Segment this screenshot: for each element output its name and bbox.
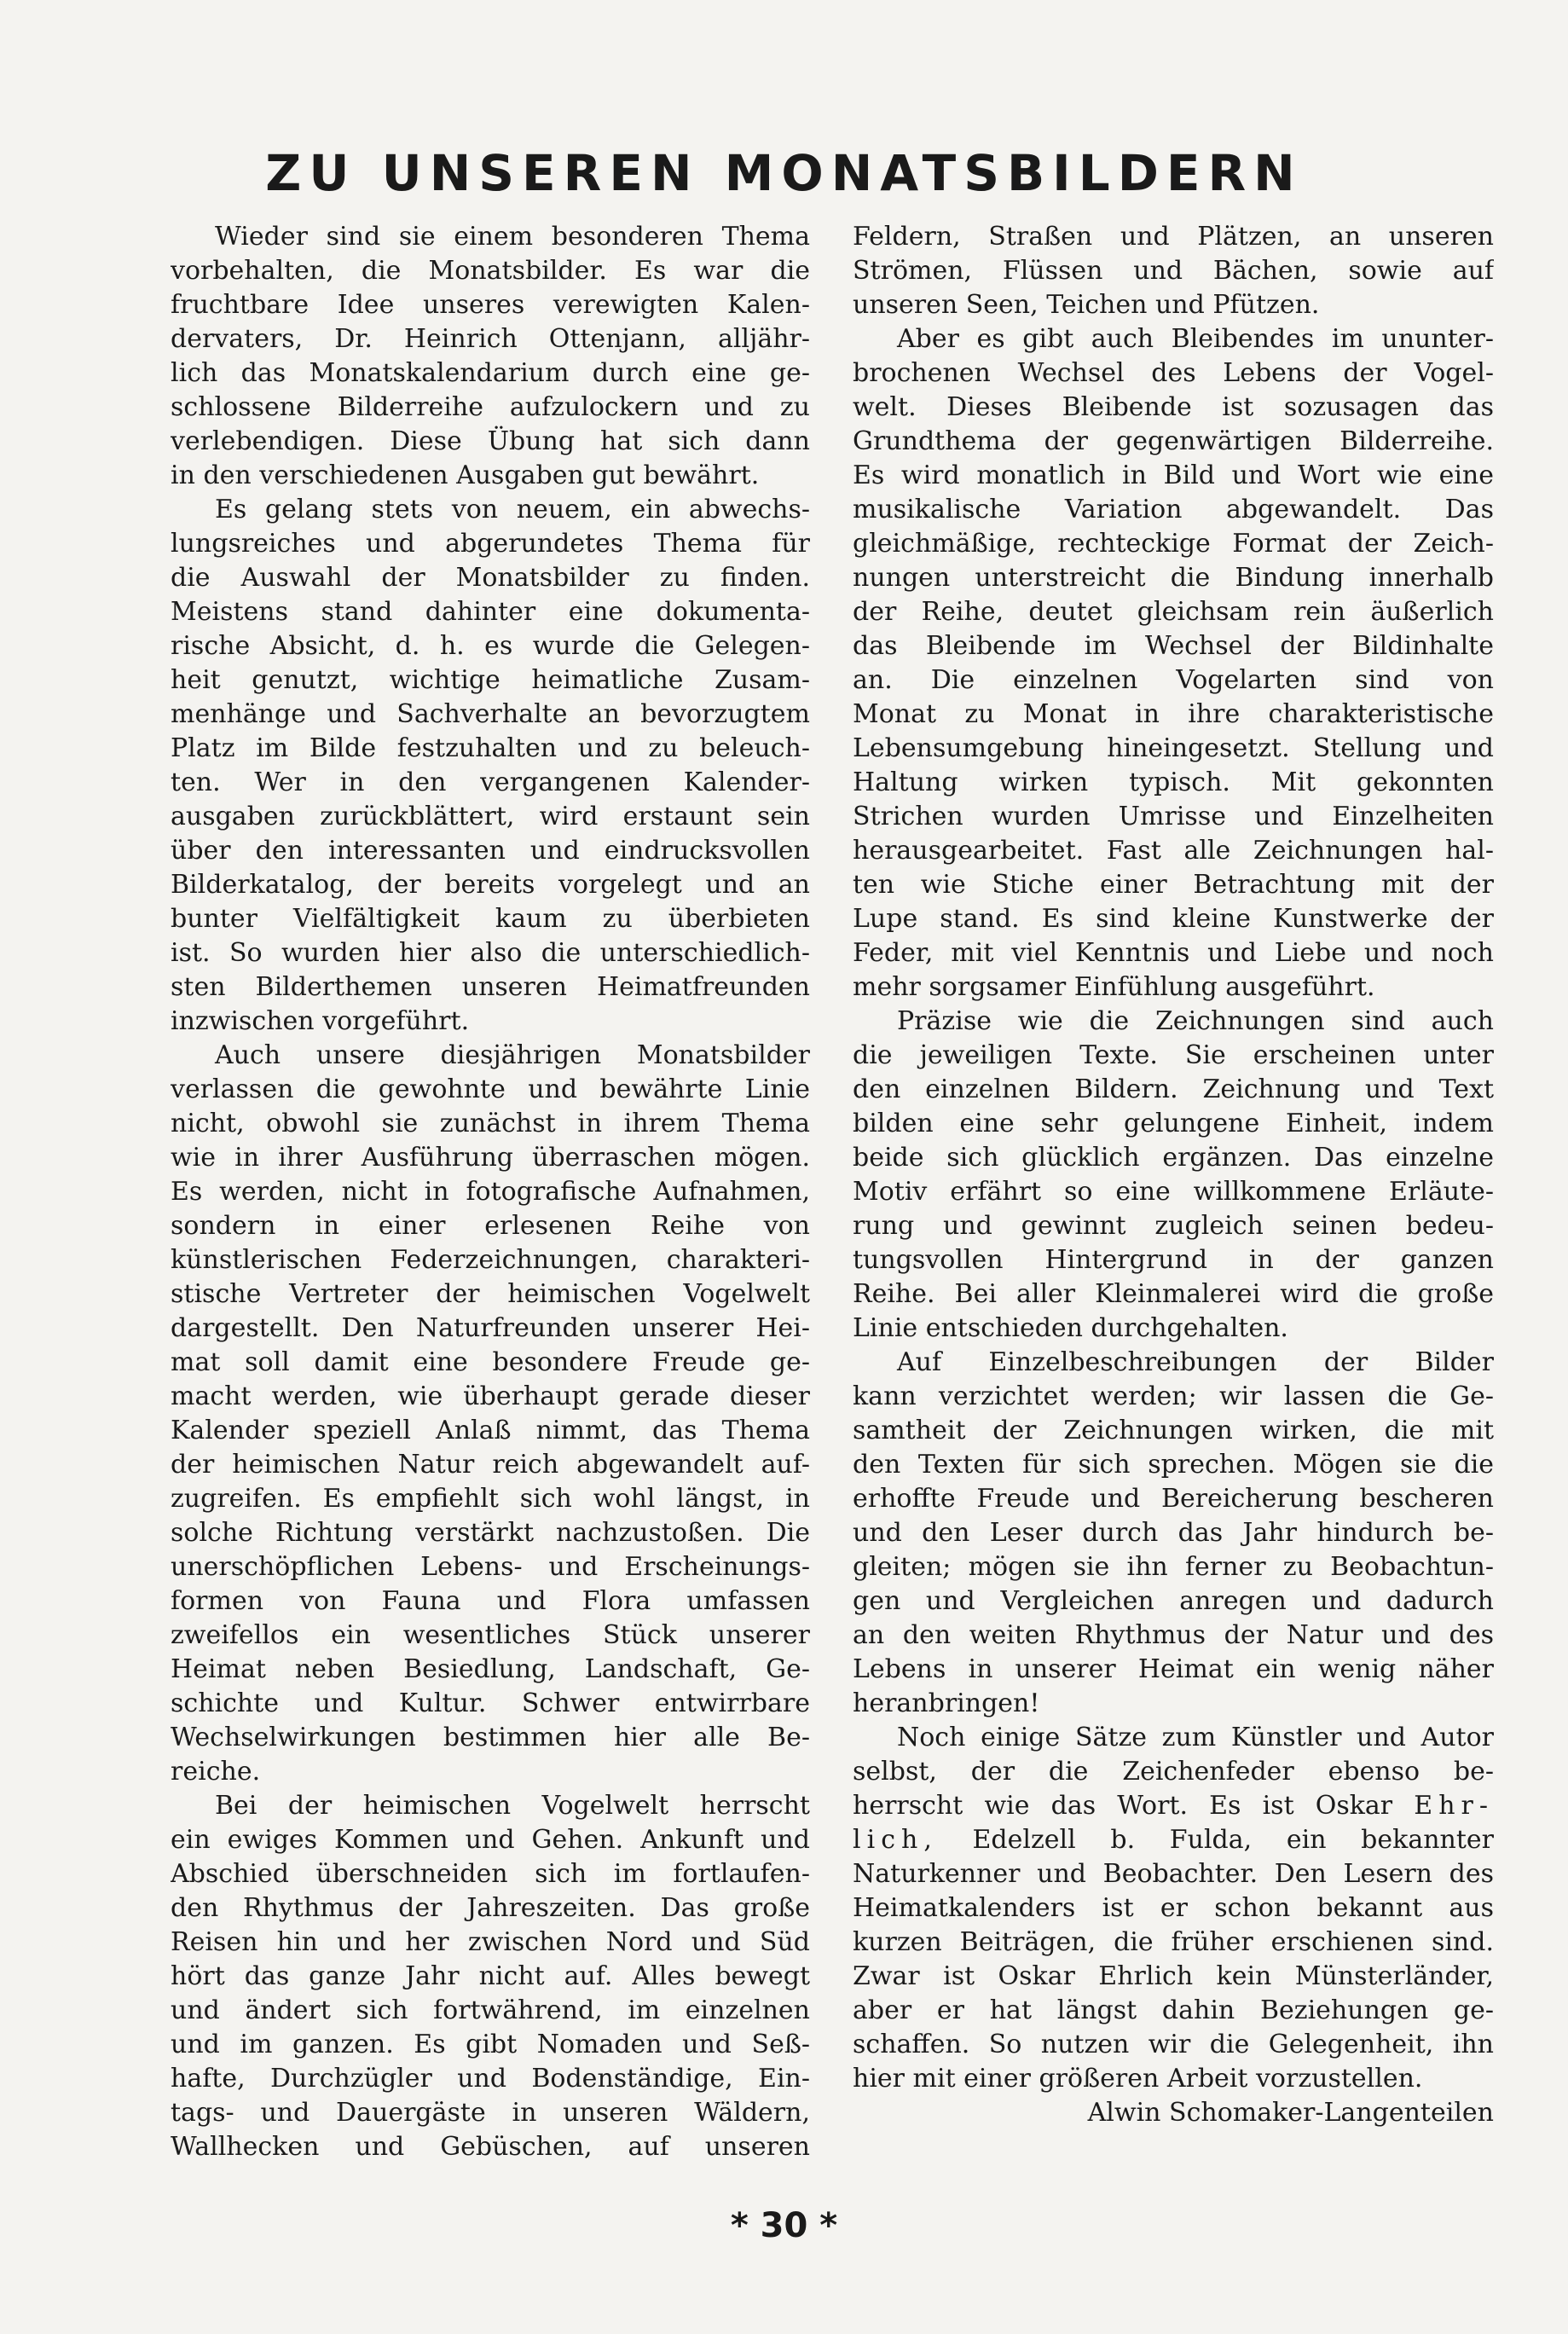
text-line: gleichmäßige, rechteckige Format der Zeich- <box>853 529 1494 559</box>
text-line: Grundthema der gegenwärtigen Bilderreihe. <box>853 426 1494 456</box>
text-line: und den Leser durch das Jahr hindurch be- <box>853 1518 1494 1548</box>
text-line: formen von Fauna und Flora umfassen <box>171 1586 810 1616</box>
text-line: Bei der heimischen Vogelwelt herrscht <box>215 1791 810 1821</box>
text-line: und im ganzen. Es gibt Nomaden und Seß- <box>171 2030 810 2059</box>
text-line: nungen unterstreicht die Bindung innerhalb <box>853 563 1494 593</box>
text-line: Es gelang stets von neuem, ein abwechs- <box>215 495 810 524</box>
text-line: künstlerischen Federzeichnungen, charakteri- <box>171 1245 810 1275</box>
text-line: ausgaben zurückblättert, wird erstaunt sein <box>171 802 810 831</box>
text-line: Reisen hin und her zwischen Nord und Süd <box>171 1927 810 1957</box>
text-line: Wechselwirkungen bestimmen hier alle Be- <box>171 1723 810 1752</box>
text-line: beide sich glücklich ergänzen. Das einzelne <box>853 1143 1494 1173</box>
text-line: Heimat neben Besiedlung, Landschaft, Ge- <box>171 1654 810 1684</box>
text-line: lich das Monatskalendarium durch eine ge- <box>171 358 810 388</box>
text-line: selbst, der die Zeichenfeder ebenso be- <box>853 1757 1494 1787</box>
text-line: wie in ihrer Ausführung überraschen mögen. <box>171 1143 810 1173</box>
text-line: unerschöpflichen Lebens- und Erscheinungs- <box>171 1552 810 1582</box>
text-line: hafte, Durchzügler und Bodenständige, Ein- <box>171 2064 810 2094</box>
text-line: solche Richtung verstärkt nachzustoßen. Die <box>171 1518 810 1548</box>
text-line: Auch unsere diesjährigen Monatsbilder <box>215 1040 810 1070</box>
text-line: rung und gewinnt zugleich seinen bedeu- <box>853 1211 1494 1241</box>
text-line: den Texten für sich sprechen. Mögen sie die <box>853 1450 1494 1480</box>
text-line: in den verschiedenen Ausgaben gut bewährt. <box>171 460 760 490</box>
text-line: die Auswahl der Monatsbilder zu finden. <box>171 563 810 593</box>
text-line: Es wird monatlich in Bild und Wort wie eine <box>853 460 1494 490</box>
text-line: bilden eine sehr gelungene Einheit, indem <box>853 1109 1494 1138</box>
text-line: ten wie Stiche einer Betrachtung mit der <box>853 870 1494 900</box>
text-line: Heimatkalenders ist er schon bekannt aus <box>853 1893 1494 1923</box>
text-line: Kalender speziell Anlaß nimmt, das Thema <box>171 1416 810 1445</box>
left-column <box>171 220 810 2164</box>
text-line: unseren Seen, Teichen und Pfützen. <box>853 290 1320 320</box>
text-line: heit genutzt, wichtige heimatliche Zusam- <box>171 665 810 695</box>
text-line: Noch einige Sätze zum Künstler und Autor <box>897 1723 1494 1752</box>
text-line: Linie entschieden durchgehalten. <box>853 1313 1288 1343</box>
text-line: Strömen, Flüssen und Bächen, sowie auf <box>853 256 1494 286</box>
text-line: dargestellt. Den Naturfreunden unserer Hei- <box>171 1313 810 1343</box>
text-line: Zwar ist Oskar Ehrlich kein Münsterländer, <box>853 1961 1494 1991</box>
text-line: Aber es gibt auch Bleibendes im ununter- <box>897 324 1494 354</box>
text-line: das Bleibende im Wechsel der Bildinhalte <box>853 631 1494 661</box>
text-line: tags- und Dauergäste in unseren Wäldern, <box>171 2098 810 2128</box>
text-line: heranbringen! <box>853 1688 1040 1718</box>
text-line: Haltung wirken typisch. Mit gekonnten <box>853 767 1494 797</box>
text-line: Wieder sind sie einem besonderen Thema <box>215 222 810 252</box>
text-line: herausgearbeitet. Fast alle Zeichnungen hal- <box>853 836 1494 866</box>
text-line: lungsreiches und abgerundetes Thema für <box>171 529 810 559</box>
text-line: tungsvollen Hintergrund in der ganzen <box>853 1245 1494 1275</box>
text-line: menhänge und Sachverhalte an bevorzugtem <box>171 699 810 729</box>
text-line: inzwischen vorgeführt. <box>171 1006 470 1036</box>
text-line: aber er hat längst dahin Beziehungen ge- <box>853 1995 1494 2025</box>
text-line: macht werden, wie überhaupt gerade dieser <box>171 1381 810 1411</box>
text-line: den einzelnen Bildern. Zeichnung und Text <box>853 1074 1494 1104</box>
text-line: ten. Wer in den vergangenen Kalender- <box>171 767 810 797</box>
text-line: zugreifen. Es empfiehlt sich wohl längst, in <box>171 1484 810 1514</box>
text-line: vorbehalten, die Monatsbilder. Es war die <box>171 256 810 286</box>
text-line: Lupe stand. Es sind kleine Kunstwerke der <box>853 904 1494 934</box>
right-column <box>853 220 1494 2130</box>
text-line: Lebens in unserer Heimat ein wenig näher <box>853 1654 1494 1684</box>
text-line: erhoffte Freude und Bereicherung bescheren <box>853 1484 1494 1514</box>
text-line: rische Absicht, d. h. es wurde die Gelegen- <box>171 631 810 661</box>
text-line: an. Die einzelnen Vogelarten sind von <box>853 665 1494 695</box>
text-line: nicht, obwohl sie zunächst in ihrem Thema <box>171 1109 810 1138</box>
text-line: der heimischen Natur reich abgewandelt auf- <box>171 1450 810 1480</box>
text-line: Auf Einzelbeschreibungen der Bilder <box>897 1347 1494 1377</box>
text-line: Bilderkatalog, der bereits vorgelegt und an <box>171 870 810 900</box>
text-line: fruchtbare Idee unseres verewigten Kalen- <box>171 290 810 320</box>
text-line: den Rhythmus der Jahreszeiten. Das große <box>171 1893 810 1923</box>
text-line: samtheit der Zeichnungen wirken, die mit <box>853 1416 1494 1445</box>
text-line: Präzise wie die Zeichnungen sind auch <box>897 1006 1494 1036</box>
text-line: Strichen wurden Umrisse und Einzelheiten <box>853 802 1494 831</box>
text-line: der Reihe, deutet gleichsam rein äußerlich <box>853 597 1494 627</box>
text-line: ein ewiges Kommen und Gehen. Ankunft und <box>171 1825 810 1855</box>
text-line: lich, Edelzell b. Fulda, ein bekannter <box>853 1825 1494 1855</box>
text-line: reiche. <box>171 1757 261 1787</box>
text-line: zweifellos ein wesentliches Stück unserer <box>171 1620 810 1650</box>
text-line: Motiv erfährt so eine willkommene Erläute- <box>853 1177 1494 1207</box>
text-line: Platz im Bilde festzuhalten und zu beleuch- <box>171 733 810 763</box>
text-line: Feder, mit viel Kenntnis und Liebe und noch <box>853 938 1494 968</box>
text-line: hört das ganze Jahr nicht auf. Alles bewegt <box>171 1961 810 1991</box>
text-line: verlebendigen. Diese Übung hat sich dann <box>171 426 810 456</box>
text-line: sondern in einer erlesenen Reihe von <box>171 1211 810 1241</box>
text-line: Meistens stand dahinter eine dokumenta- <box>171 597 810 627</box>
text-line: Lebensumgebung hineingesetzt. Stellung und <box>853 733 1494 763</box>
page-number: * 30 * <box>730 2206 838 2245</box>
text-line: schaffen. So nutzen wir die Gelegenheit, ihn <box>853 2030 1494 2059</box>
text-line: musikalische Variation abgewandelt. Das <box>853 495 1494 524</box>
text-line: verlassen die gewohnte und bewährte Linie <box>171 1074 810 1104</box>
text-line: Abschied überschneiden sich im fortlaufen- <box>171 1859 810 1889</box>
text-line: schlossene Bilderreihe aufzulockern und zu <box>171 392 810 422</box>
text-line: ist. So wurden hier also die unterschiedlich- <box>171 938 810 968</box>
text-line: Wallhecken und Gebüschen, auf unseren <box>171 2132 810 2162</box>
text-line: gen und Vergleichen anregen und dadurch <box>853 1586 1494 1616</box>
text-line: hier mit einer größeren Arbeit vorzustellen. <box>853 2064 1423 2094</box>
text-line: gleiten; mögen sie ihn ferner zu Beobachtun- <box>853 1552 1494 1582</box>
text-line: welt. Dieses Bleibende ist sozusagen das <box>853 392 1494 422</box>
text-line: Es werden, nicht in fotografische Aufnahmen, <box>171 1177 810 1207</box>
text-line: kurzen Beiträgen, die früher erschienen sind. <box>853 1927 1494 1957</box>
text-line: über den interessanten und eindrucksvollen <box>171 836 810 866</box>
text-line: herrscht wie das Wort. Es ist Oskar Ehr- <box>853 1791 1494 1821</box>
article-title: ZU UNSEREN MONATSBILDERN <box>265 144 1303 202</box>
text-line: stische Vertreter der heimischen Vogelwelt <box>171 1279 810 1309</box>
text-line: Feldern, Straßen und Plätzen, an unseren <box>853 222 1494 252</box>
text-line: bunter Vielfältigkeit kaum zu überbieten <box>171 904 810 934</box>
text-line: Monat zu Monat in ihre charakteristische <box>853 699 1494 729</box>
text-line: die jeweiligen Texte. Sie erscheinen unter <box>853 1040 1494 1070</box>
text-line: sten Bilderthemen unseren Heimatfreunden <box>171 972 810 1002</box>
text-line: und ändert sich fortwährend, im einzelnen <box>171 1995 810 2025</box>
text-line: an den weiten Rhythmus der Natur und des <box>853 1620 1494 1650</box>
text-line: mehr sorgsamer Einfühlung ausgeführt. <box>853 972 1375 1002</box>
text-line: schichte und Kultur. Schwer entwirrbare <box>171 1688 810 1718</box>
text-line: dervaters, Dr. Heinrich Ottenjann, alljähr- <box>171 324 810 354</box>
text-line: Reihe. Bei aller Kleinmalerei wird die große <box>853 1279 1494 1309</box>
text-line: brochenen Wechsel des Lebens der Vogel- <box>853 358 1494 388</box>
text-line: Naturkenner und Beobachter. Den Lesern des <box>853 1859 1494 1889</box>
author-signature: Alwin Schomaker-Langenteilen <box>1087 2098 1494 2128</box>
text-line: mat soll damit eine besondere Freude ge- <box>171 1347 810 1377</box>
text-line: kann verzichtet werden; wir lassen die Ge- <box>853 1381 1494 1411</box>
